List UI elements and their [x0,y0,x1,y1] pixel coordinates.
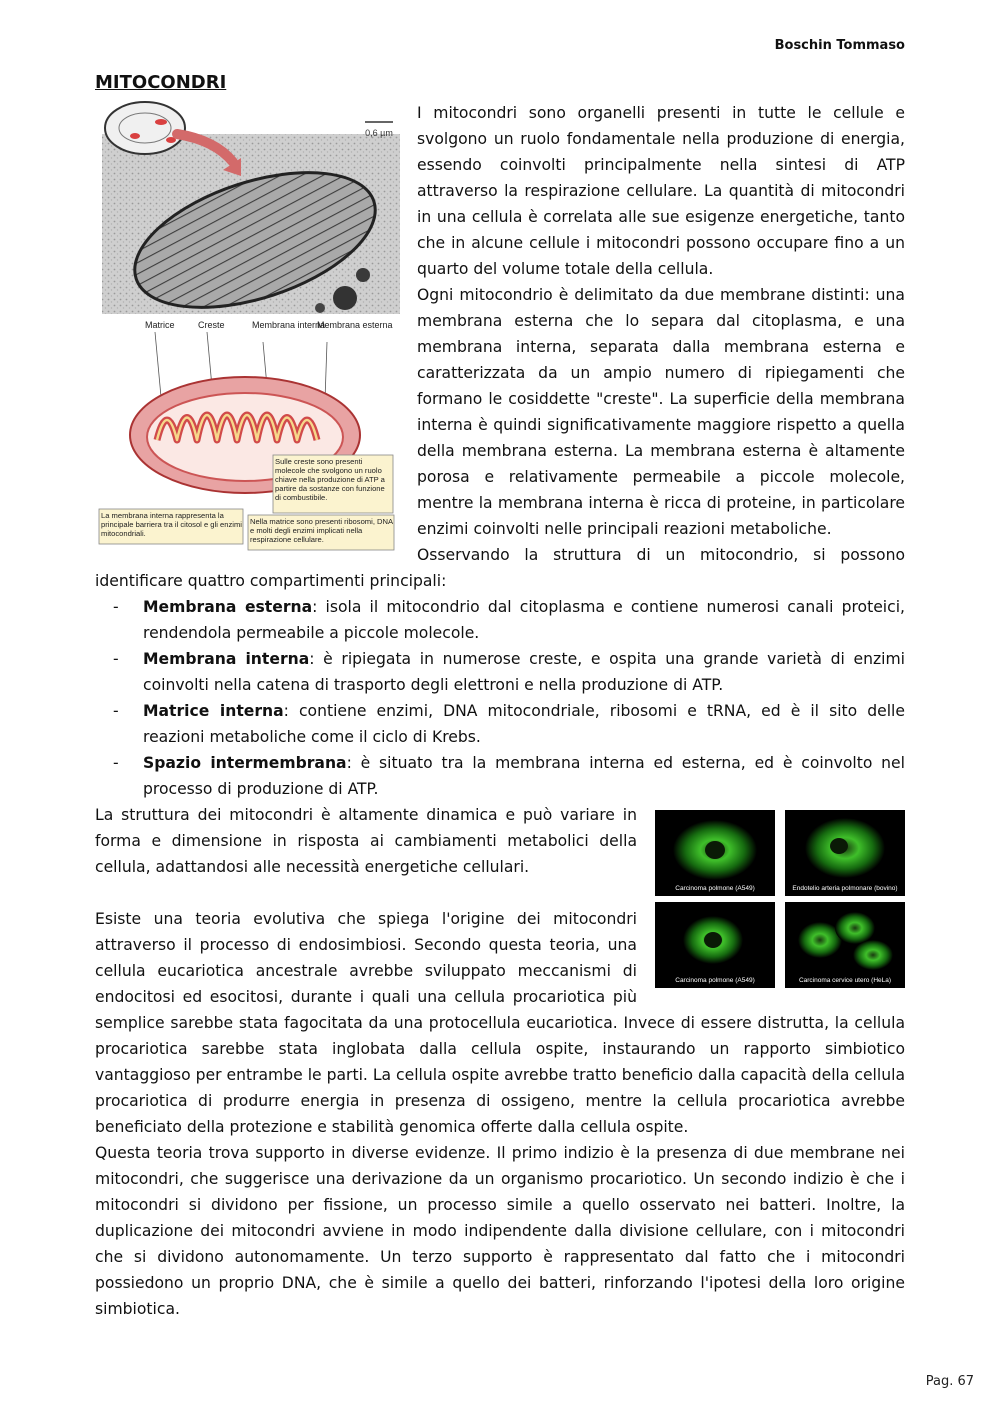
list-item [95,750,905,802]
caption-cristae: Sulle creste sono presenti molecole che svolgono un ruolo chiave nella produzione di ATP a partire da sostanze con funzione di combustibile. [275,457,385,502]
cell-inset [105,102,185,154]
paragraph-compartments-intro: Osservando la struttura di un mitocondrio, si possono identificare quattro compartimenti principali: [95,546,905,590]
label-cristae: Creste [198,320,225,330]
list-item [95,698,905,750]
term-intermembrane-space: Spazio intermembrana [143,754,347,772]
term-matrix: Matrice interna [143,702,284,720]
paragraph-endosymbiosis: Esiste una teoria evolutiva che spiega l'origine dei mitocondri attraverso il processo di endosimbiosi. Secondo questa teoria, una cellula eucariotica ancestrale avrebbe sviluppato meccanismi di endocitosi ed esocitosi, durante i quali una cellula procariotica più semplice sarebbe stata fagocitata da una protocellula eucariotica. Invece di essere distrutta, la cellula procariotica sarebbe stata inglobata dalla cellula ospite, instaurando un rapporto simbiotico vantaggioso per entrambe le parti. La cellula ospite avrebbe tratto beneficio dalla capacità della cellula procariotica di produrre energia in presenza di ossigeno, mentre la cellula procariotica avrebbe beneficiato della protezione e stabilità genomica offerte dalla cellula ospite. [95,910,905,1136]
author-name: Boschin Tommaso [774,38,905,53]
label-outer-membrane: Membrana esterna [317,320,393,330]
paragraph-intro: I mitocondri sono organelli presenti in tutte le cellule e svolgono un ruolo fondamentale nella produzione di energia, essendo coinvolti principalmente nella sintesi di ATP attraverso la respirazione cellulare. La quantità di mitocondri in una cellula è correlata alle sue esigenze energetiche, tanto che in alcune cellule i mitocondri possono occupare fino a un quarto del volume totale della cellula. [417,104,905,278]
desc-outer-membrane: : isola il mitocondrio dal citoplasma e contiene numerosi canali proteici, rendendola permeabile a piccole molecole. [143,598,905,642]
term-inner-membrane: Membrana interna [143,650,310,668]
term-outer-membrane: Membrana esterna [143,598,313,616]
desc-inner-membrane: : è ripiegata in numerose creste, e ospita una grande varietà di enzimi coinvolti nella catena di trasporto degli elettroni e nella produzione di ATP. [143,650,906,694]
list-item [95,594,905,646]
scale-label: 0,6 µm [365,128,393,138]
list-item [95,646,905,698]
caption-inner-membrane: La membrana interna rappresenta la principale barriera tra il citosol e gli enzimi mitocondriali. [101,511,242,538]
panel-2-label: Endotelio arteria polmonare (bovino) [792,885,898,892]
panel-3-label: Carcinoma polmone (A549) [675,977,755,984]
section-title: MITOCONDRI [95,72,227,93]
fluorescence-figure [655,810,905,990]
paragraph-membranes: Ogni mitocondrio è delimitato da due membrane distinti: una membrana esterna che lo separa dal citoplasma, e una membrana interna, separata dalla membrana esterna e caratterizzata da un ampio numero di ripiegamenti che formano le cosiddette "creste". La superficie della membrana interna è quindi significativamente maggiore rispetto a quella della membrana esterna. La membrana esterna è altamente porosa e relativamente permeabile a piccole molecole, mentre la membrana interna è ricca di proteine, in particolare enzimi coinvolti nelle principali reazioni metaboliche. [417,286,905,538]
paragraph-evidence: Questa teoria trova supporto in diverse evidenze. Il primo indizio è la presenza di due membrane nei mitocondri, che suggerisce una derivazione da un organismo procariotico. Un secondo indizio è che i mitocondri si dividono per fissione, un processo simile a quello osservato nei batteri. Inoltre, la duplicazione dei mitocondri avviene in modo indipendente dalla divisione cellulare, con i mitocondri che si dividono autonomamente. Un terzo supporto è rappresentato dal fatto che i mitocondri possiedono un proprio DNA, che è simile a quello dei batteri, rinforzando l'ipotesi della loro origine simbiotica. [95,1144,905,1318]
paragraph-dynamics: La struttura dei mitocondri è altamente dinamica e può variare in forma e dimensione in risposta ai cambiamenti metabolici della cellula, adattandosi alle necessità energetiche cellulari. [95,806,637,876]
panel-4-label: Carcinoma cervice utero (HeLa) [798,977,892,984]
label-matrix: Matrice [145,320,175,330]
page-number: Pag. 67 [925,1374,974,1389]
panel-1-label: Carcinoma polmone (A549) [675,885,755,892]
page-content [95,70,905,1322]
desc-intermembrane-space: : è situato tra la membrana interna ed esterna, ed è coinvolto nel processo di produzione di ATP. [143,754,905,798]
caption-matrix: Nella matrice sono presenti ribosomi, DNA e molti degli enzimi implicati nella respirazione cellulare. [250,517,393,544]
label-inner-membrane: Membrana interna [252,320,326,330]
mitochondrion-figure [95,100,407,552]
compartments-list [95,594,905,802]
desc-matrix: : contiene enzimi, DNA mitocondriale, ribosomi e tRNA, ed è il sito delle reazioni metaboliche come il ciclo di Krebs. [143,702,905,746]
